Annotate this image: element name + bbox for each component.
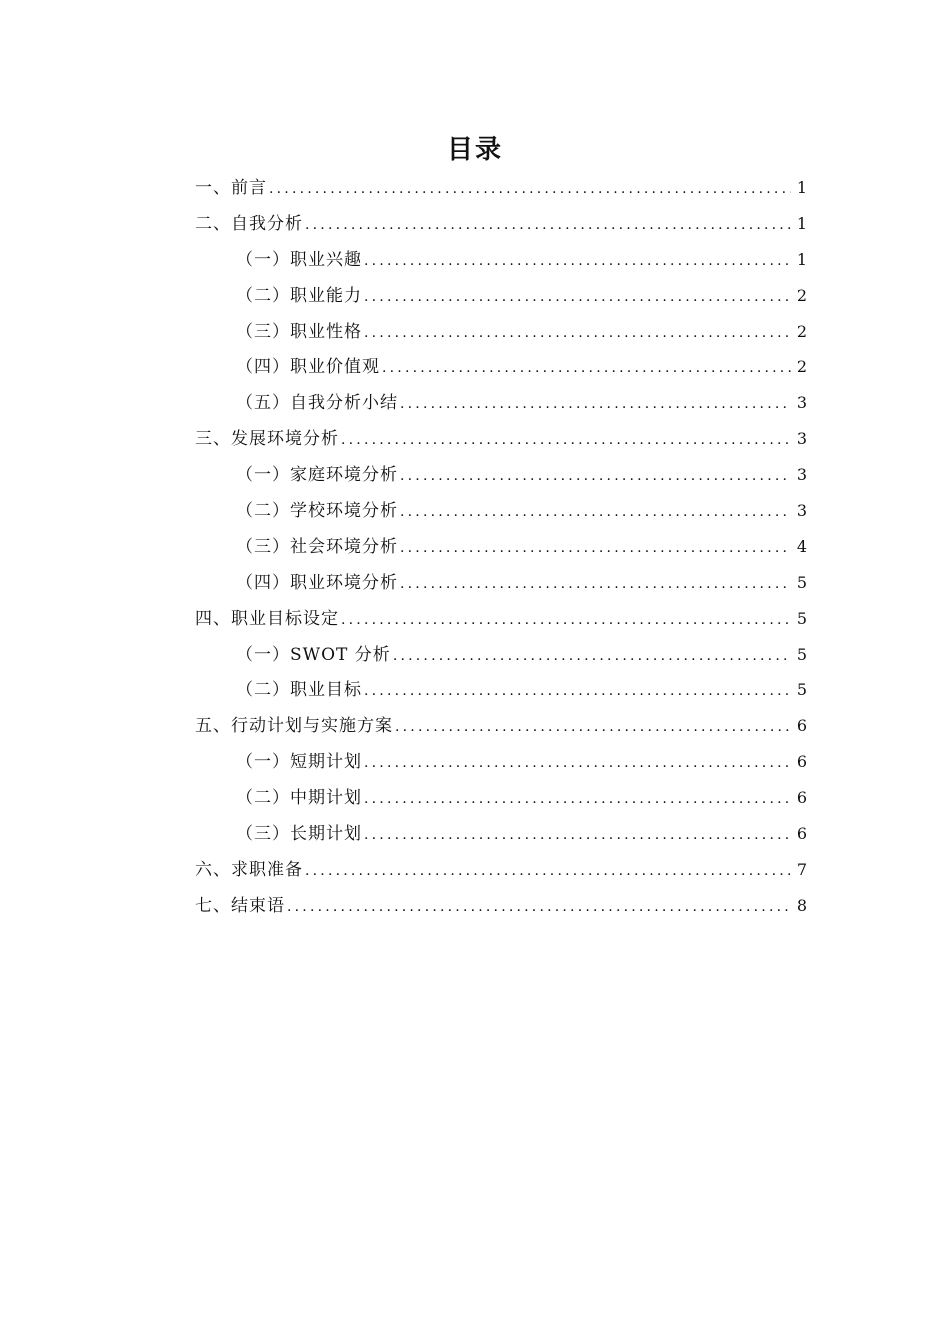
toc-entry-label: （四）职业环境分析 [236,572,398,593]
toc-page-number: 6 [796,824,807,844]
toc-page-number: 3 [796,465,807,485]
toc-dot-leader [341,423,791,459]
toc-entry-label: （一）短期计划 [236,752,362,773]
toc-entry-label: （四）职业价值观 [236,357,380,378]
toc-page-number: 6 [796,788,807,808]
toc-page-number: 7 [796,859,807,879]
toc-entry[interactable] [195,385,807,421]
toc-entry-label: （二）职业能力 [236,285,362,306]
toc-entry-label: （二）中期计划 [236,788,362,809]
toc-page-number: 4 [796,536,807,556]
toc-page-number: 6 [796,752,807,772]
toc-entry-label: （三）职业性格 [236,321,362,342]
toc-entry[interactable] [195,565,807,601]
toc-entry-label: 五、行动计划与实施方案 [195,716,393,737]
toc-list [195,170,807,924]
toc-dot-leader [364,244,791,280]
toc-entry-label: （三）社会环境分析 [236,536,398,557]
toc-entry[interactable] [195,349,807,385]
toc-dot-leader [382,351,791,387]
toc-page-number: 6 [796,716,807,736]
toc-entry-label: 二、自我分析 [195,213,303,234]
toc-dot-leader [341,603,791,639]
toc-page-number: 2 [796,285,807,305]
toc-entry-label: （一）家庭环境分析 [236,465,398,486]
toc-entry[interactable] [195,637,807,673]
toc-entry[interactable] [195,780,807,816]
toc-entry[interactable] [195,708,807,744]
toc-entry[interactable] [195,888,807,924]
toc-entry-label: （一）SWOT 分析 [236,644,391,665]
toc-entry[interactable] [195,529,807,565]
toc-dot-leader [305,854,791,890]
toc-dot-leader [400,531,791,567]
toc-dot-leader [400,459,791,495]
toc-entry[interactable] [195,206,807,242]
toc-entry[interactable] [195,421,807,457]
toc-entry[interactable] [195,744,807,780]
toc-entry[interactable] [195,170,807,206]
toc-page-number: 1 [796,178,807,197]
toc-entry[interactable] [195,601,807,637]
toc-entry-label: 六、求职准备 [195,859,303,880]
toc-dot-leader [395,710,791,746]
toc-page-number: 3 [796,501,807,521]
toc-dot-leader [400,495,791,531]
toc-page-number: 2 [796,321,807,341]
toc-dot-leader [364,280,791,316]
toc-page-number: 5 [796,644,807,664]
toc-dot-leader [269,172,791,208]
toc-entry-label: 一、前言 [195,178,267,198]
toc-dot-leader [287,890,791,926]
toc-entry[interactable] [195,242,807,278]
toc-dot-leader [364,674,791,710]
toc-page-number: 1 [796,213,807,233]
toc-entry-label: （五）自我分析小结 [236,393,398,414]
toc-entry[interactable] [195,278,807,314]
toc-dot-leader [393,639,791,675]
toc-page-number: 3 [796,393,807,413]
toc-dot-leader [400,567,791,603]
toc-page-number: 5 [796,680,807,700]
toc-dot-leader [364,316,791,352]
toc-entry-label: （二）学校环境分析 [236,501,398,522]
toc-entry-label: 三、发展环境分析 [195,429,339,450]
toc-entry-label: （三）长期计划 [236,824,362,845]
toc-page-number: 3 [796,429,807,449]
toc-entry[interactable] [195,493,807,529]
toc-entry-label: 七、结束语 [195,895,285,916]
toc-entry[interactable] [195,457,807,493]
toc-title: 目录 [446,135,503,165]
toc-dot-leader [400,387,791,423]
toc-page-number: 2 [796,357,807,377]
toc-dot-leader [364,746,791,782]
toc-dot-leader [364,782,791,818]
toc-page-number: 5 [796,608,807,628]
toc-page-number: 5 [796,572,807,592]
toc-entry[interactable] [195,816,807,852]
toc-entry[interactable] [195,852,807,888]
toc-dot-leader [364,818,791,854]
toc-entry-label: （二）职业目标 [236,680,362,701]
toc-page-number: 8 [796,895,807,915]
toc-entry[interactable] [195,314,807,350]
toc-dot-leader [305,208,791,244]
toc-entry-label: 四、职业目标设定 [195,608,339,629]
toc-page-number: 1 [796,249,807,269]
toc-entry-label: （一）职业兴趣 [236,249,362,270]
toc-entry[interactable] [195,672,807,708]
